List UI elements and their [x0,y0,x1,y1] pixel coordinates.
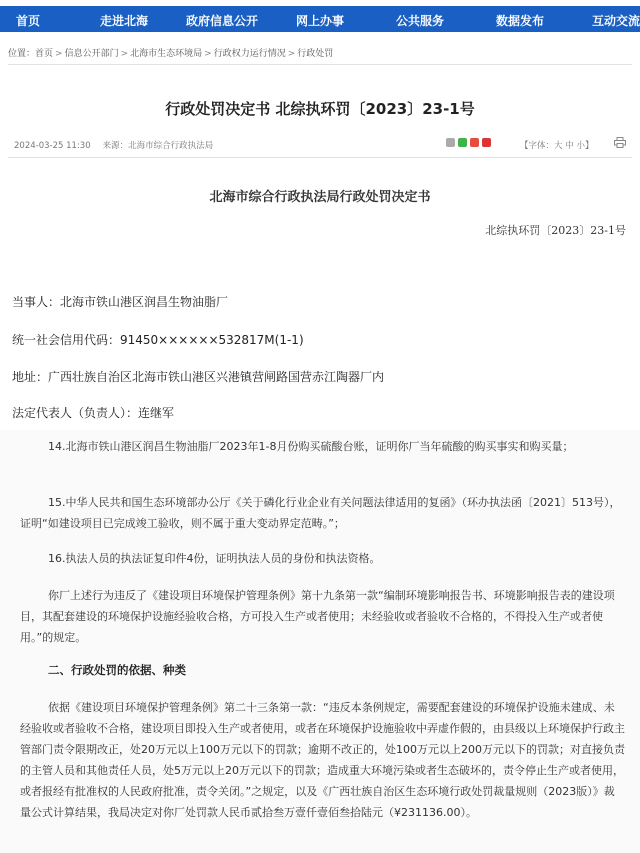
share-icon[interactable] [446,138,455,147]
nav-item-about-beihai[interactable]: 走进北海 [100,14,149,28]
divider [8,157,632,158]
penalty-basis-paragraph: 依据《建设项目环境保护管理条例》第二十三条第一款：“违反本条例规定，需要配套建设的环境保护设施未建成、未经验收或者验收不合格，建设项目即投入生产或者使用，或者在环境保护设施验收中弄虚作假的，由县级以上环境保护行政主管部门责令限期改正，处20万元以上100万元以下的罚款；逾期不改正的，处100万元以上200万元以下的罚款；对直接负责的主管人员和其他责任人员，处5万元以上20万元以下的罚款；造成重大环境污染或者生态破坏的，责令停止生产或者使用，或者报经有批准权的人民政府批准，责令关闭。”之规定，以及《广西壮族自治区生态环境行政处罚裁量规则（2023版）》裁量公式计算结果，我局决定对你厂处罚款人民币贰拾叁万壹仟壹佰叁拾陆元（¥231136.00）。 [20,701,625,819]
nav-item-data-release[interactable]: 数据发布 [496,14,545,28]
document-title: 北海市综合行政执法局行政处罚决定书 [209,190,431,205]
qzone-share-icon[interactable] [482,138,491,147]
article-meta [14,139,213,151]
breadcrumb-separator: > [204,49,212,59]
font-size-large[interactable]: 大 [554,141,563,151]
section-heading: 二、行政处罚的依据、种类 [48,663,186,677]
article-source: 来源：北海市综合行政执法局 [102,141,214,151]
credit-code-field: 统一社会信用代码：91450××××××532817M(1-1) [12,333,304,347]
address-field: 地址：广西壮族自治区北海市铁山港区兴港镇营闸路国营赤江陶器厂内 [12,370,385,384]
font-size-label: 【字体： [520,141,555,151]
nav-item-gov-info[interactable]: 政府信息公开 [186,14,259,28]
violation-paragraph: 你厂上述行为违反了《建设项目环境保护管理条例》第十九条第一款“编制环境影响报告书、环境影响报告表的建设项目，其配套建设的环境保护设施经验收合格，方可投入生产或者使用；未经验收或者验收不合格的，不得投入生产或者使用。”的规定。 [20,589,615,644]
breadcrumb-env-bureau[interactable]: 北海市生态环境局 [130,49,203,59]
font-size-small[interactable]: 小 [576,141,585,151]
wechat-share-icon[interactable] [458,138,467,147]
breadcrumb-separator: > [120,49,129,59]
breadcrumb-admin-power[interactable]: 行政权力运行情况 [213,49,286,59]
nav-item-online-service[interactable]: 网上办事 [296,14,345,28]
page-title: 行政处罚决定书 北综执环罚〔2023〕23-1号 [165,100,475,118]
document-number: 北综执环罚〔2023〕23-1号 [485,224,626,237]
breadcrumb-separator: > [287,49,296,59]
breadcrumb [8,46,333,59]
breadcrumb-penalty[interactable]: 行政处罚 [297,49,334,59]
evidence-item-16: 16.执法人员的执法证复印件4份，证明执法人员的身份和执法资格。 [48,552,381,565]
font-size-end: 】 [584,141,594,151]
share-bar [446,138,491,147]
font-size-medium[interactable]: 中 [565,141,574,151]
top-nav-bar [0,6,640,32]
breadcrumb-separator: > [55,49,63,59]
breadcrumb-info-dept[interactable]: 信息公开部门 [64,49,119,59]
breadcrumb-prefix: 位置： [8,49,36,59]
nav-item-interaction[interactable]: 互动交流 [592,14,640,28]
nav-item-public-service[interactable]: 公共服务 [396,14,445,28]
breadcrumb-home[interactable]: 首页 [35,49,54,59]
party-field: 当事人：北海市铁山港区润昌生物油脂厂 [12,295,229,309]
print-icon[interactable] [614,137,626,148]
evidence-item-15: 15.中华人民共和国生态环境部办公厅《关于磷化行业企业有关问题法律适用的复函》（环办执法函〔2021〕513号），证明“如建设项目已完成竣工验收，则不属于重大变动界定范畴。”； [20,496,621,530]
legal-rep-field: 法定代表人（负责人）：连继军 [12,406,175,420]
font-size-switcher [520,139,593,151]
publish-date: 2024-03-25 11:30 [14,141,91,151]
nav-item-home[interactable]: 首页 [16,14,41,28]
evidence-item-14: 14.北海市铁山港区润昌生物油脂厂2023年1-8月份购买硫酸台账，证明你厂当年硫酸的购买事实和购买量； [48,440,574,453]
divider [8,64,632,65]
weibo-share-icon[interactable] [470,138,479,147]
